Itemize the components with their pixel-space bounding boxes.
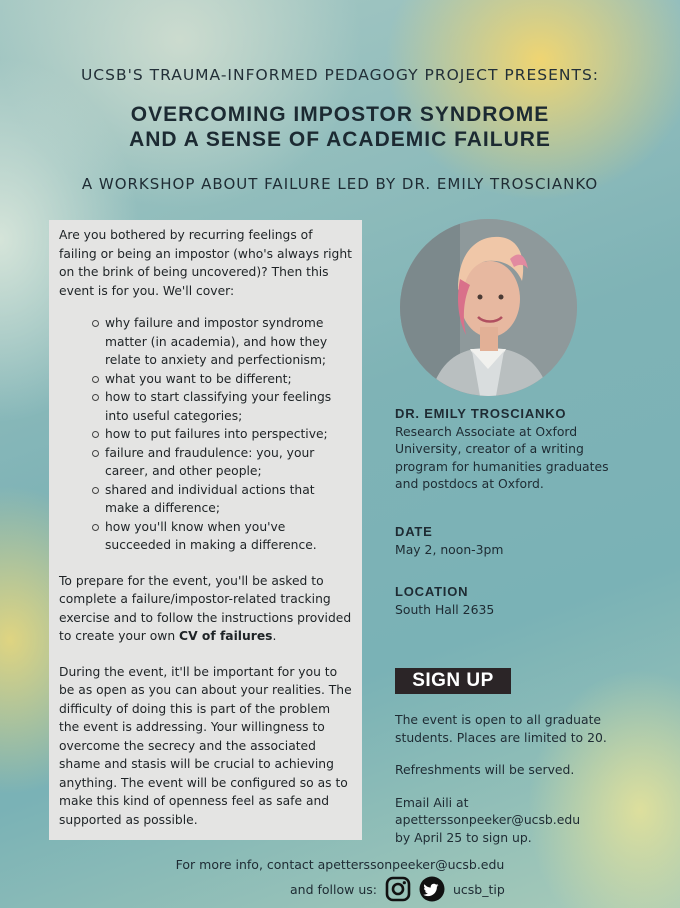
signup-deadline: by April 25 to sign up. — [395, 829, 532, 845]
sign-up-heading: SIGN UP — [395, 668, 511, 694]
list-item: shared and individual actions that make a difference; — [105, 481, 352, 518]
title-line-1: OVERCOMING IMPOSTOR SYNDROME — [130, 103, 550, 126]
bullet-icon — [92, 450, 99, 457]
twitter-icon[interactable] — [419, 876, 445, 902]
email-intro: Email Aili at — [395, 794, 469, 810]
list-item: failure and fraudulence: you, your career, and other people; — [105, 444, 352, 481]
list-item: how to start classifying your feelings into useful categories; — [105, 388, 352, 425]
location-value: South Hall 2635 — [395, 601, 495, 617]
location-label: LOCATION — [395, 584, 469, 599]
list-item: how to put failures into perspective; — [105, 425, 352, 444]
list-item: why failure and impostor syndrome matter (in academia), and how they relate to anxiety and perfectionism; — [105, 314, 352, 370]
contact-line: For more info, contact apetterssonpeeker@ucsb.edu — [175, 857, 505, 872]
title-line-2: AND A SENSE OF ACADEMIC FAILURE — [129, 128, 551, 151]
date-label: DATE — [395, 524, 433, 539]
intro-text: Are you bothered by recurring feelings of failing or being an impostor (who's always right on the brink of being uncovered)? Then this event is for you. We'll cover: — [59, 228, 352, 298]
date-value: May 2, noon-3pm — [395, 541, 504, 557]
follow-label: and follow us: — [290, 881, 377, 897]
bullet-icon — [92, 524, 99, 531]
open-to-text: The event is open to all graduate students. Places are limited to 20. — [395, 712, 607, 745]
signup-details — [395, 711, 635, 846]
description-panel — [49, 220, 362, 840]
speaker-photo — [400, 219, 577, 396]
social-follow — [290, 874, 505, 904]
during-text: During the event, it'll be important for you to be as open as you can about your realities. The difficulty of doing this is part of the problem the event is addressing. Your willingness to overcome the secrecy and the associated shame and stasis will be crucial to achieving anything. The event will be configured so as to make this kind of openness feel as safe and supported as possible. — [59, 664, 352, 827]
bullet-icon — [92, 394, 99, 401]
bullet-icon — [92, 487, 99, 494]
list-item: what you want to be different; — [105, 370, 352, 389]
signup-email-link[interactable]: apetterssonpeeker@ucsb.edu — [395, 812, 581, 827]
speaker-portrait-icon — [400, 219, 577, 396]
event-subtitle: A WORKSHOP ABOUT FAILURE LED BY DR. EMILY TROSCIANKO — [81, 175, 599, 193]
instagram-icon[interactable] — [385, 876, 411, 902]
prepare-text: To prepare for the event, you'll be asked to complete a failure/impostor-related tracking exercise and to follow the instructions provided to create your own CV of failures. — [59, 573, 352, 643]
social-handle[interactable]: ucsb_tip — [452, 881, 505, 897]
presenter-line: UCSB'S TRAUMA-INFORMED PEDAGOGY PROJECT PRESENTS: — [80, 66, 600, 84]
event-title — [0, 102, 680, 152]
bullet-icon — [92, 431, 99, 438]
topics-list — [59, 314, 352, 555]
speaker-name: DR. EMILY TROSCIANKO — [395, 406, 567, 421]
speaker-info — [395, 405, 635, 493]
location-section — [395, 583, 635, 618]
bullet-icon — [92, 320, 99, 327]
bullet-icon — [92, 376, 99, 383]
date-section — [395, 523, 635, 558]
list-item: how you'll know when you've succeeded in making a difference. — [105, 518, 352, 555]
cv-of-failures: CV of failures — [179, 629, 273, 643]
refreshments-text: Refreshments will be served. — [395, 762, 575, 777]
speaker-bio: Research Associate at Oxford University, creator of a writing program for humanities graduates and postdocs at Oxford. — [395, 423, 609, 491]
